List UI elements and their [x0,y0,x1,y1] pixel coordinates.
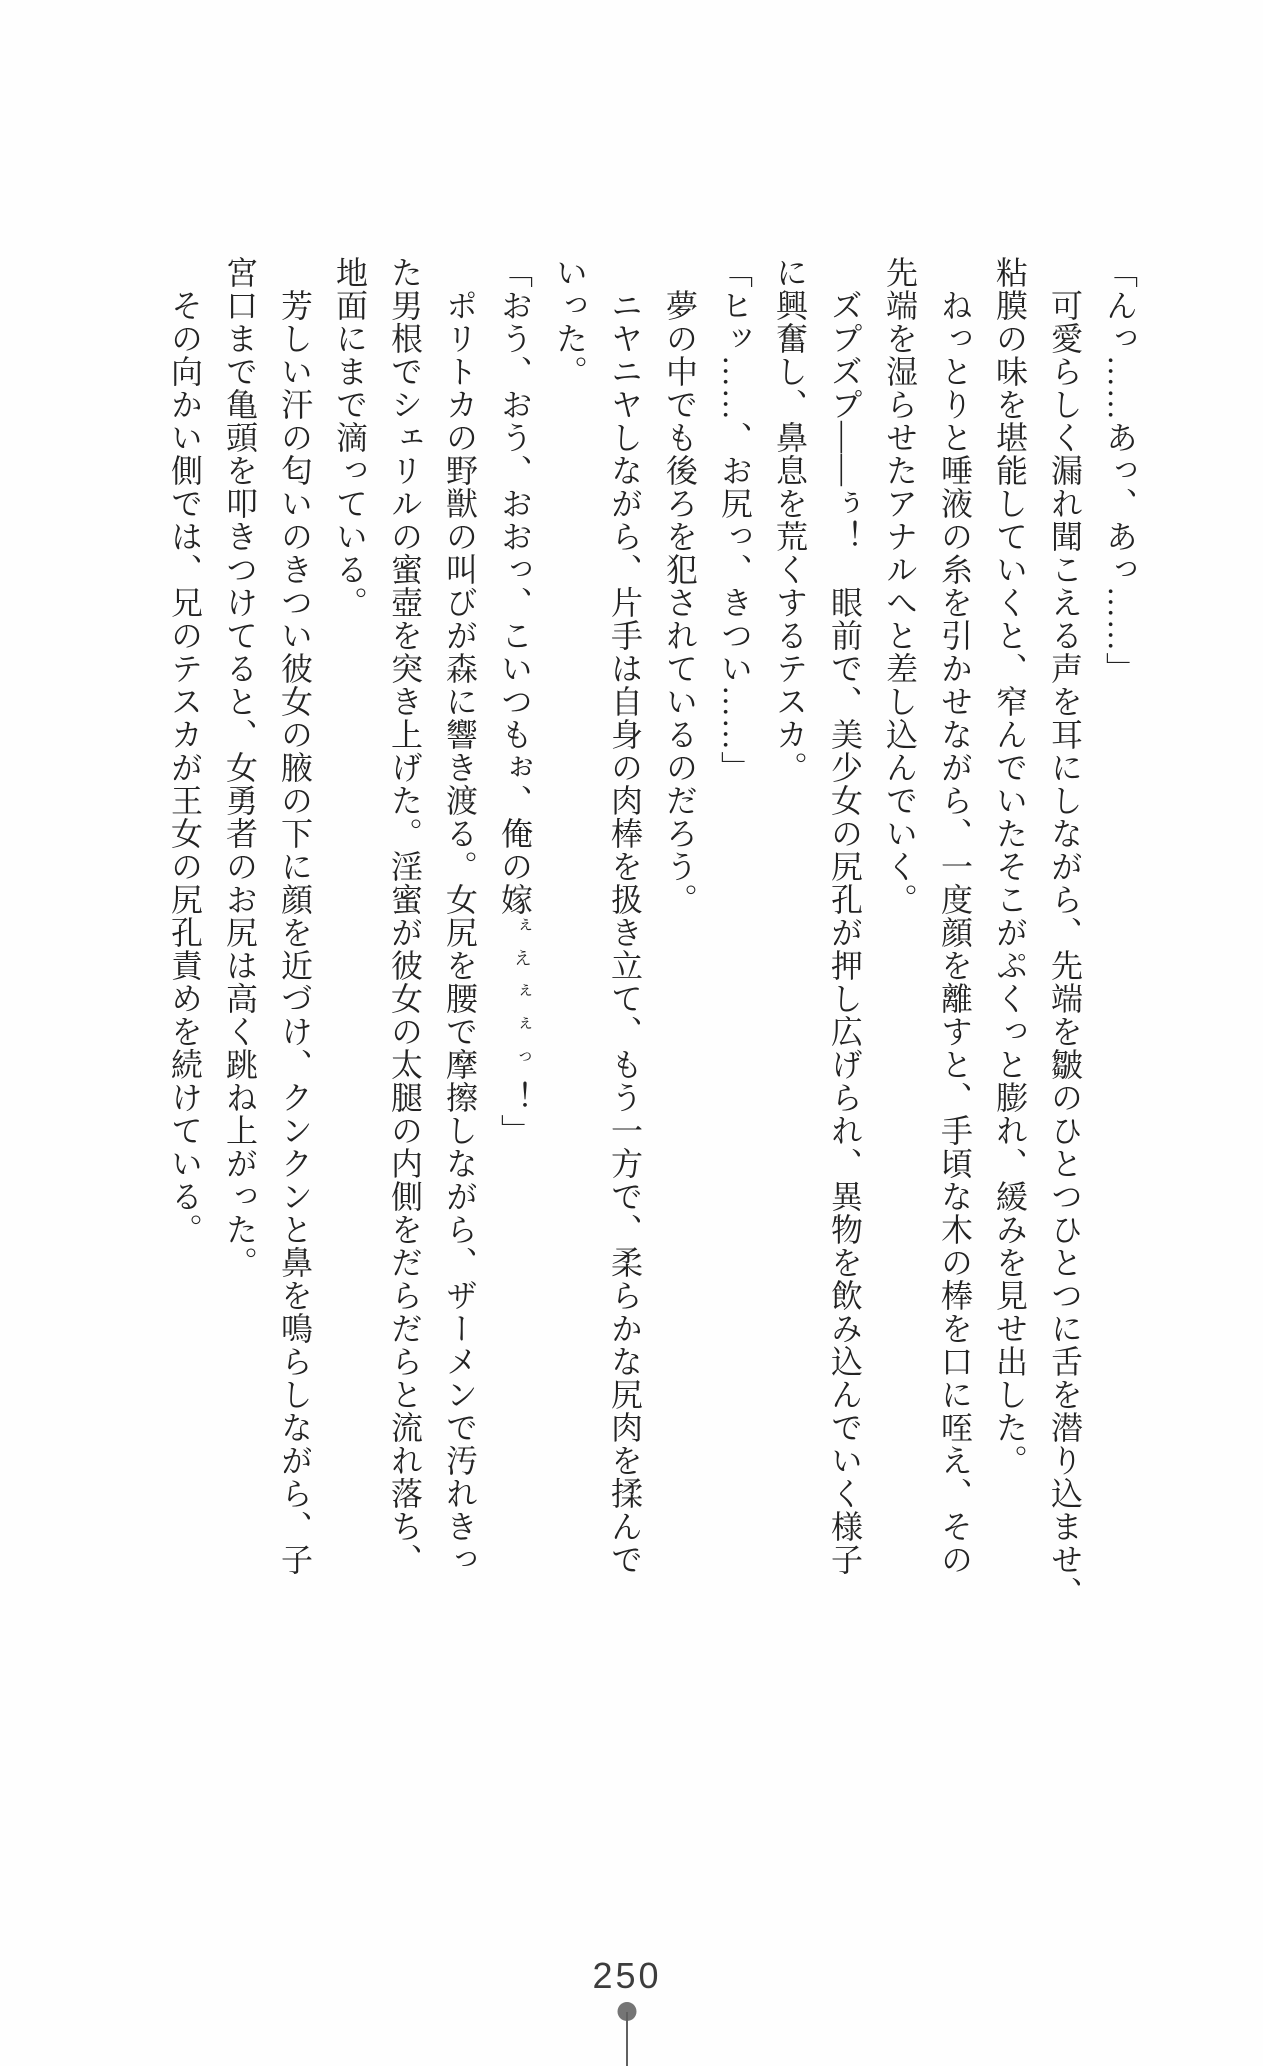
text-segment: 可愛らしく漏れ聞こえる声を耳にしながら、先端を皺のひとつひとつに舌を潜り込ませ、 [1047,289,1083,1609]
text-line [377,256,432,1624]
text-segment: ！」 [497,1080,533,1147]
text-line [597,256,652,1624]
text-segment: 地面にまで滴っている。 [332,256,368,619]
page-number: 250 [592,1955,662,1996]
text-segment: 先端を湿らせたアナルへと差し込んでいく。 [882,256,918,916]
text-segment: 「ヒッ……、お尻っ、きつい……」 [717,256,753,784]
text-segment: 宮口まで亀頭を叩きつけてると、女勇者のお尻は高く跳ね上がった。 [222,256,258,1279]
text-line [212,256,267,1624]
text-segment: た男根でシェリルの蜜壺を突き上げた。淫蜜が彼女の太腿の内側をだらだらと流れ落ち、 [387,256,423,1576]
small-kana-segment: ぇえぇぇっ [512,916,532,1081]
text-segment: ポリトカの野獣の叫びが森に響き渡る。女尻を腰で摩擦しながら、ザーメンで汚れきっ [442,289,478,1576]
text-segment: その向かい側では、兄のテスカが王女の尻孔責めを続けている。 [167,289,203,1246]
text-line [1037,256,1092,1624]
text-line [542,256,597,1624]
text-line [817,256,872,1624]
text-segment: 粘膜の味を堪能していくと、窄んでいたそこがぷくっと膨れ、緩みを見せ出した。 [992,256,1028,1477]
text-segment: 「おう、おう、おおっ、こいつもぉ、俺の嫁 [497,256,533,916]
text-line [157,256,212,1624]
text-segment: ねっとりと唾液の糸を引かせながら、一度顔を離すと、手頃な木の棒を口に咥え、その [937,289,973,1576]
text-segment: ニヤニヤしながら、片手は自身の肉棒を扱き立て、もう一方で、柔らかな尻肉を揉んで [607,289,643,1576]
text-segment: 「んっ……あっ、あっ……」 [1102,256,1138,685]
vertical-text-block [151,256,1147,1624]
page-marker-rule [626,2012,628,2066]
text-segment: ズプズプ――ぅ！ 眼前で、美少女の尻孔が押し広げられ、異物を飲み込んでいく様子 [827,289,863,1576]
text-line [1092,256,1147,1624]
text-line [872,256,927,1624]
text-line [762,256,817,1624]
text-line [487,256,542,1624]
text-line [707,256,762,1624]
text-line [432,256,487,1624]
text-line [982,256,1037,1624]
text-segment: に興奮し、鼻息を荒くするテスカ。 [772,256,808,784]
text-segment: いった。 [552,256,588,388]
text-segment: 芳しい汗の匂いのきつい彼女の腋の下に顔を近づけ、クンクンと鼻を鳴らしながら、子 [277,289,313,1576]
text-line [652,256,707,1624]
text-segment: 夢の中でも後ろを犯されているのだろう。 [662,289,698,916]
text-line [322,256,377,1624]
text-line [927,256,982,1624]
text-line [267,256,322,1624]
